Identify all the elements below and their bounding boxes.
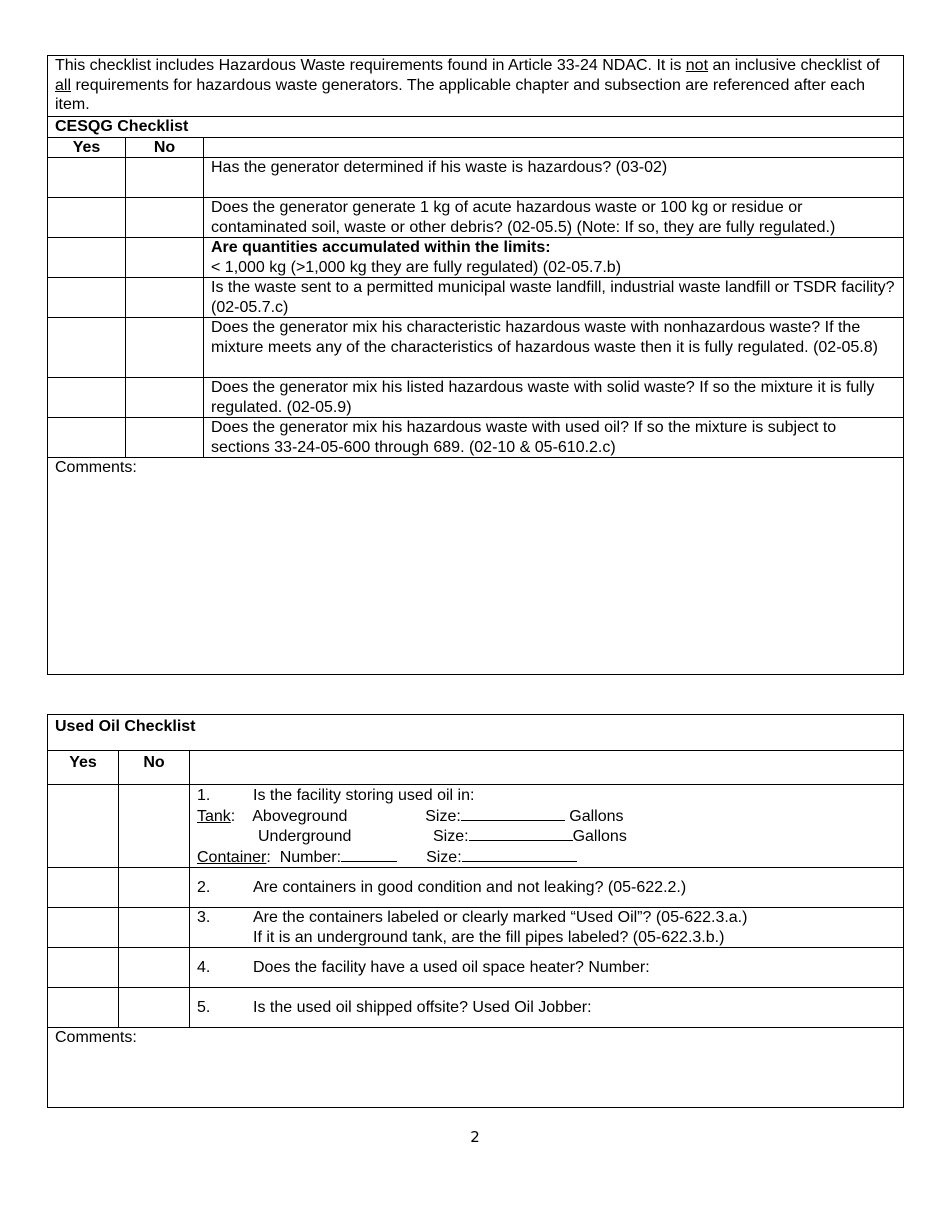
header-row (48, 137, 904, 158)
table-row (48, 318, 904, 378)
question-5: 5. Is the used oil shipped offsite? Used Oil Jobber: (190, 988, 904, 1028)
yes-checkbox-cell[interactable] (48, 378, 126, 418)
table-row (48, 785, 904, 868)
yes-checkbox-cell[interactable] (48, 948, 119, 988)
no-header: No (126, 137, 204, 158)
table-row (48, 868, 904, 908)
table-row (48, 948, 904, 988)
table-row (48, 908, 904, 948)
yes-checkbox-cell[interactable] (48, 318, 126, 378)
question-2: 2. Are containers in good condition and not leaking? (05-622.2.) (190, 868, 904, 908)
question-4: 4. Does the facility have a used oil space heater? Number: (190, 948, 904, 988)
table-row (48, 158, 904, 198)
yes-header: Yes (48, 751, 119, 785)
comments-label: Comments: (55, 1029, 137, 1046)
used-oil-checklist-table (47, 714, 904, 1108)
comments-field[interactable] (48, 1028, 904, 1108)
underground-size-field[interactable] (469, 826, 573, 841)
no-checkbox-cell[interactable] (126, 238, 204, 278)
intro-text: This checklist includes Hazardous Waste requirements found in Article 33-24 NDAC. It is not an inclusive checklist of all requirements for hazardous waste generators. The applicable chapter and subsection are referenced after each item. (48, 56, 904, 117)
no-checkbox-cell[interactable] (119, 988, 190, 1028)
yes-checkbox-cell[interactable] (48, 238, 126, 278)
used-oil-title: Used Oil Checklist (48, 715, 904, 751)
no-checkbox-cell[interactable] (119, 785, 190, 868)
yes-checkbox-cell[interactable] (48, 785, 119, 868)
no-checkbox-cell[interactable] (126, 318, 204, 378)
container-size-field[interactable] (462, 847, 577, 862)
table-row (48, 988, 904, 1028)
no-checkbox-cell[interactable] (119, 948, 190, 988)
table-row (48, 238, 904, 278)
table-row (48, 198, 904, 238)
question-text: Does the generator mix his listed hazardous waste with solid waste? If so the mixture it is fully regulated. (02-05.9) (204, 378, 904, 418)
comments-field[interactable] (48, 458, 904, 675)
cesqg-title: CESQG Checklist (48, 117, 904, 138)
table-row (48, 278, 904, 318)
question-1: 1. Is the facility storing used oil in: Tank: Aboveground Size: Gallons Underground Size: Gallons Container: Number: Size: (190, 785, 904, 868)
no-checkbox-cell[interactable] (126, 378, 204, 418)
question-3: 3. Are the containers labeled or clearly marked “Used Oil”? (05-622.3.a.) If it is an underground tank, are the fill pipes labeled? (05-622.3.b.) (190, 908, 904, 948)
yes-checkbox-cell[interactable] (48, 418, 126, 458)
table-row (48, 378, 904, 418)
comments-label: Comments: (55, 459, 137, 476)
yes-checkbox-cell[interactable] (48, 908, 119, 948)
yes-checkbox-cell[interactable] (48, 868, 119, 908)
no-checkbox-cell[interactable] (119, 908, 190, 948)
no-checkbox-cell[interactable] (126, 278, 204, 318)
no-checkbox-cell[interactable] (119, 868, 190, 908)
question-text: Does the generator mix his characteristic hazardous waste with nonhazardous waste? If the mixture meets any of the characteristics of hazardous waste then it is fully regulated. (02-05.8) (204, 318, 904, 378)
table-row (48, 418, 904, 458)
aboveground-label: Aboveground (252, 807, 348, 825)
page-number: 2 (470, 1128, 480, 1146)
no-checkbox-cell[interactable] (126, 158, 204, 198)
yes-checkbox-cell[interactable] (48, 988, 119, 1028)
question-text: Is the waste sent to a permitted municipal waste landfill, industrial waste landfill or TSDR facility? (02-05.7.c) (204, 278, 904, 318)
question-text: Has the generator determined if his waste is hazardous? (03-02) (204, 158, 904, 198)
question-text: Are quantities accumulated within the limits: < 1,000 kg (>1,000 kg they are fully regulated) (02-05.7.b) (204, 238, 904, 278)
no-header: No (119, 751, 190, 785)
question-text: Does the generator mix his hazardous waste with used oil? If so the mixture is subject to sections 33-24-05-600 through 689. (02-10 & 05-610.2.c) (204, 418, 904, 458)
yes-checkbox-cell[interactable] (48, 158, 126, 198)
intro-row (48, 56, 904, 117)
yes-checkbox-cell[interactable] (48, 198, 126, 238)
header-row (48, 751, 904, 785)
no-checkbox-cell[interactable] (126, 418, 204, 458)
yes-header: Yes (48, 137, 126, 158)
aboveground-size-field[interactable] (461, 806, 565, 821)
no-checkbox-cell[interactable] (126, 198, 204, 238)
container-number-field[interactable] (341, 847, 397, 862)
question-text: Does the generator generate 1 kg of acute hazardous waste or 100 kg or residue or contaminated soil, waste or other debris? (02-05.5) (Note: If so, they are fully regulated.) (204, 198, 904, 238)
cesqg-checklist-table (47, 55, 904, 675)
yes-checkbox-cell[interactable] (48, 278, 126, 318)
underground-label: Underground (258, 828, 352, 845)
